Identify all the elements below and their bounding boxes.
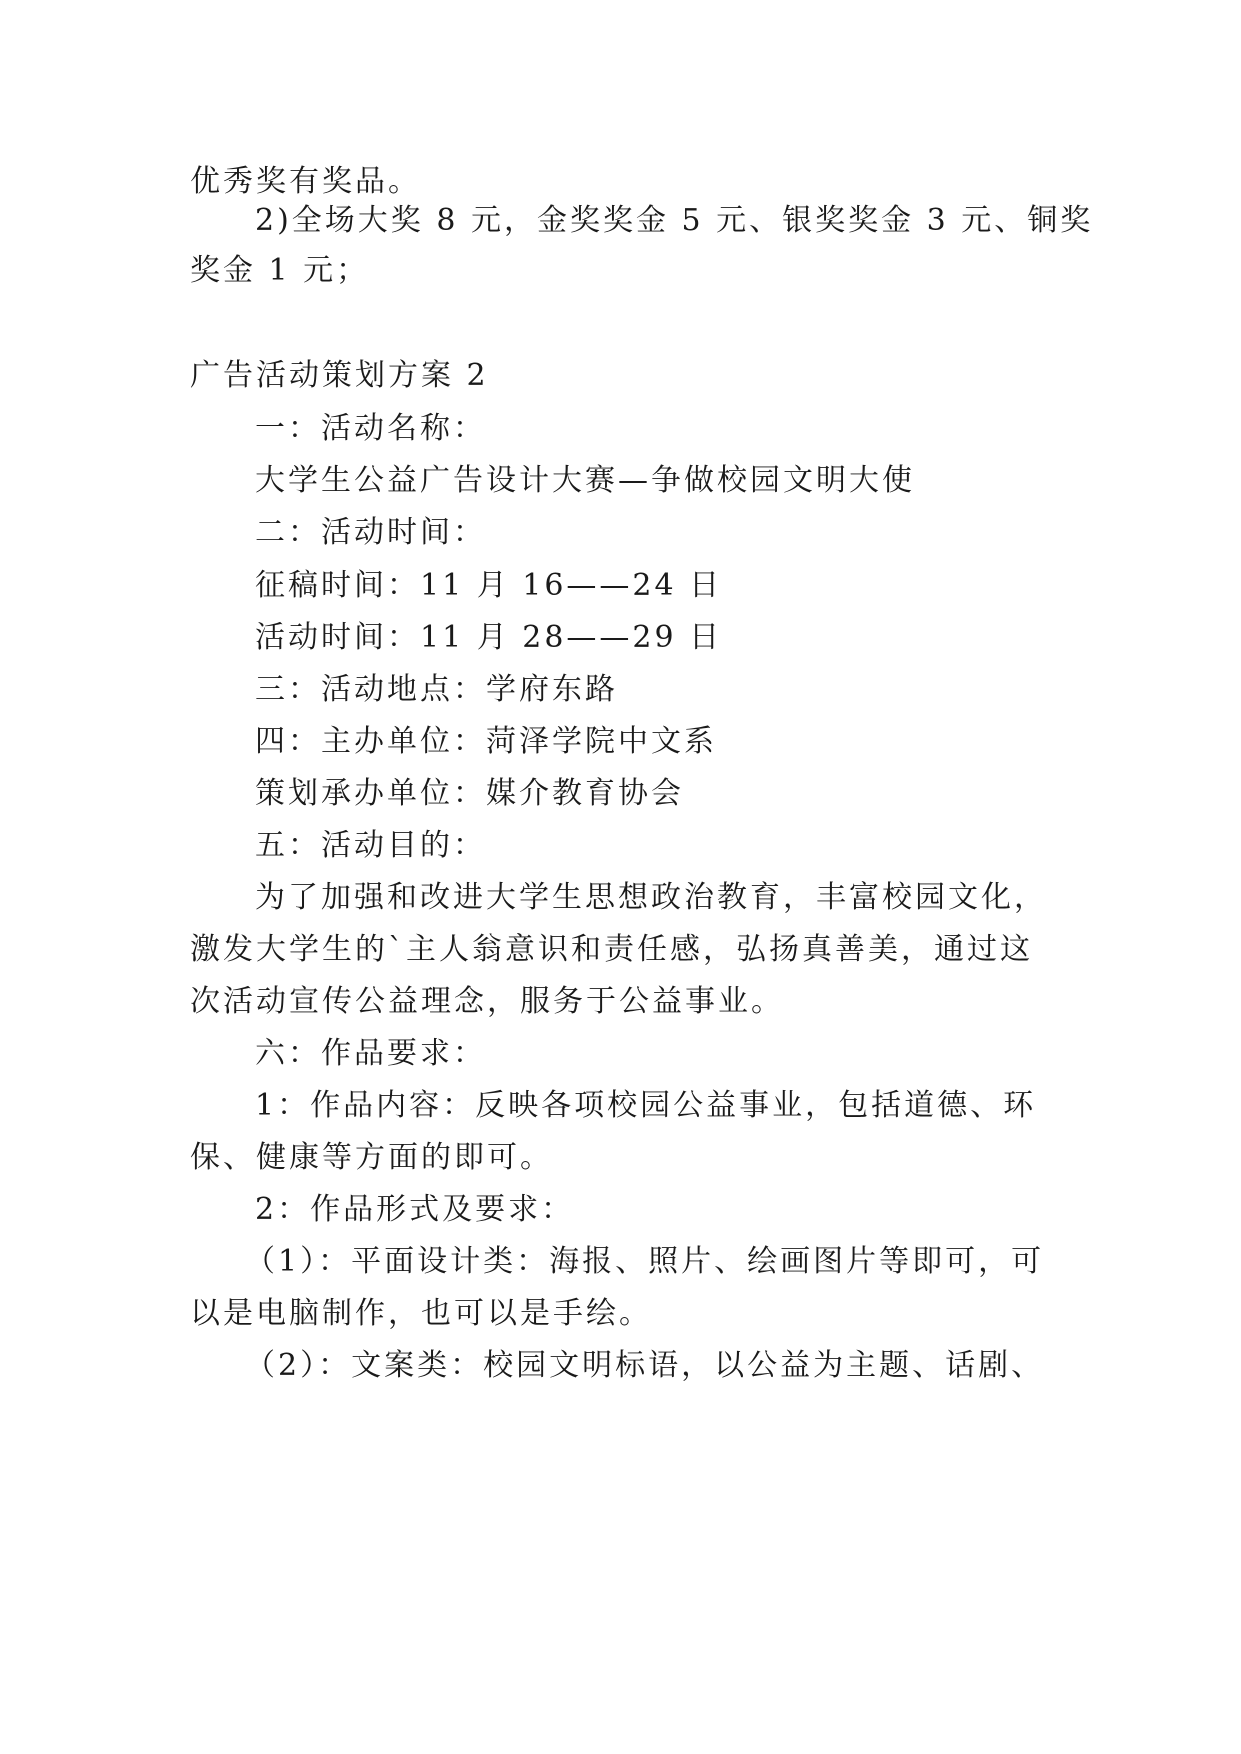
text-line: 以是电脑制作，也可以是手绘。 [190, 1296, 652, 1331]
text-line: 五：活动目的： [255, 828, 486, 863]
text-line: 保、健康等方面的即可。 [190, 1140, 553, 1175]
text-line: 2：作品形式及要求： [255, 1192, 575, 1227]
text-line: 优秀奖有奖品。 [190, 164, 421, 199]
text-line: 策划承办单位：媒介教育协会 [255, 776, 684, 811]
text-line: （2）：文案类：校园文明标语，以公益为主题、话剧、 [245, 1348, 1045, 1383]
text-line: 1：作品内容：反映各项校园公益事业，包括道德、环 [255, 1088, 1037, 1123]
text-line: 三：活动地点：学府东路 [255, 672, 618, 707]
text-line: 奖金 1 元； [190, 253, 370, 288]
text-line: 二：活动时间： [255, 515, 486, 550]
text-line: 2)全场大奖 8 元，金奖奖金 5 元、银奖奖金 3 元、铜奖 [255, 203, 1094, 238]
section-title: 广告活动策划方案 2 [190, 358, 489, 393]
text-line: 活动时间：11 月 28——29 日 [255, 620, 723, 655]
text-line: （1）：平面设计类：海报、照片、绘画图片等即可，可 [245, 1244, 1045, 1279]
text-line: 次活动宣传公益理念，服务于公益事业。 [190, 984, 784, 1019]
text-line: 大学生公益广告设计大赛—争做校园文明大使 [255, 463, 915, 498]
text-line: 四：主办单位：菏泽学院中文系 [255, 724, 717, 759]
text-line: 征稿时间：11 月 16——24 日 [255, 568, 723, 603]
text-line: 六：作品要求： [255, 1036, 486, 1071]
text-line: 激发大学生的`主人翁意识和责任感，弘扬真善美，通过这 [190, 932, 1033, 967]
text-line: 为了加强和改进大学生思想政治教育，丰富校园文化， [255, 880, 1047, 915]
text-line: 一：活动名称： [255, 411, 486, 446]
